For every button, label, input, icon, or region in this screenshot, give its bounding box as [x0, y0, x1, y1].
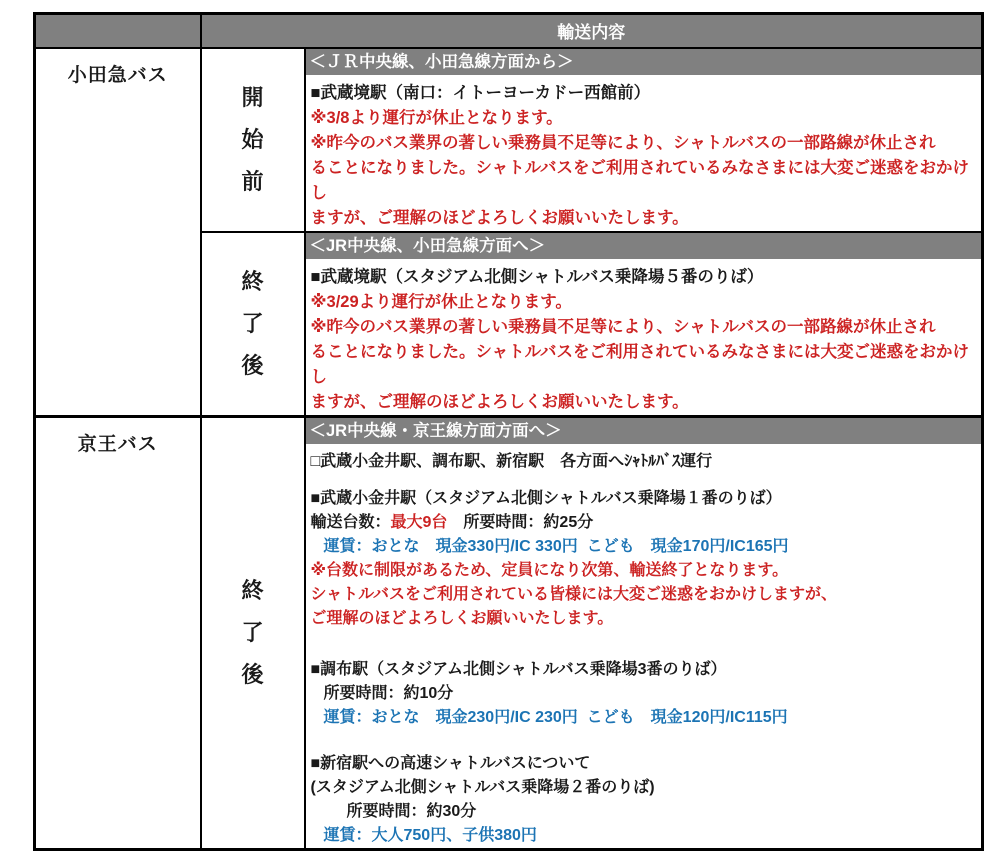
content-cell-keio-after — [305, 416, 983, 849]
spacer — [311, 474, 976, 487]
stop-title-musashikoganei: ■武蔵小金井駅（スタジアム北側シャトルバス乗降場１番のりば） — [310, 489, 782, 507]
section-heading: ＜JR中央線、小田急線方面へ＞ — [306, 233, 982, 259]
header-row — [35, 14, 983, 48]
table-title: 輸送内容 — [201, 14, 983, 48]
apology-line: ますが、ご理解のほどよろしくお願いいたします。 — [310, 392, 689, 411]
company-cell-odakyu — [35, 48, 201, 417]
fare-line-musashikoganei: 運賃：おとな 現金330円/IC 330円 こども 現金170円/IC165円 — [323, 537, 789, 555]
route-note: □武蔵小金井駅、調布駅、新宿駅 各方面へｼｬﾄﾙﾊﾞｽ運行 — [310, 452, 713, 470]
apology-line: ますが、ご理解のほどよろしくお願いいたします。 — [310, 208, 689, 227]
apology-line: ※昨今のバス業界の著しい乗務員不足等により、シャトルバスの一部路線が休止され — [310, 133, 936, 152]
capacity-duration-line — [311, 511, 976, 535]
section-heading: ＜JR中央線・京王線方面方面へ＞ — [306, 418, 982, 444]
stop-title-chofu: ■調布駅（スタジアム北側シャトルバス乗降場3番のりば） — [310, 660, 727, 678]
apology-line: ご理解のほどよろしくお願いいたします。 — [310, 609, 614, 627]
stop-title: ■武蔵境駅（スタジアム北側シャトルバス乗降場５番のりば） — [310, 267, 764, 286]
content-cell-odakyu-before — [305, 48, 983, 232]
suspension-date-note: ※3/29より運行が休止となります。 — [310, 292, 572, 311]
duration-line-chofu: 所要時間：約10分 — [323, 684, 454, 702]
timing-cell-after-end-odakyu — [201, 232, 305, 417]
timing-cell-after-end-keio — [201, 416, 305, 849]
capacity-value: 最大9台 — [390, 513, 448, 531]
apology-line: ることになりました。シャトルバスをご利用されているみなさまには大変ご迷惑をおかけし — [310, 158, 970, 202]
stop-title-shinjuku: ■新宿駅への高速シャトルバスについて — [310, 754, 591, 772]
transport-notice-table — [33, 12, 984, 851]
row-odakyu-before-start — [35, 48, 983, 232]
suspension-date-note: ※3/8より運行が休止となります。 — [310, 108, 563, 127]
fare-line-chofu: 運賃：おとな 現金230円/IC 230円 こども 現金120円/IC115円 — [323, 708, 788, 726]
spacer — [311, 631, 976, 658]
timing-label: 終了後 — [241, 268, 264, 378]
apology-line: ※昨今のバス業界の著しい乗務員不足等により、シャトルバスの一部路線が休止され — [310, 317, 936, 336]
spacer — [311, 730, 976, 752]
capacity-label: 輸送台数： — [310, 513, 391, 531]
duration-value: 所要時間：約25分 — [447, 513, 594, 531]
content-cell-odakyu-after — [305, 232, 983, 417]
duration-line-shinjuku: 所要時間：約30分 — [346, 802, 477, 820]
apology-line: ることになりました。シャトルバスをご利用されているみなさまには大変ご迷惑をおかけし — [310, 342, 970, 386]
timing-cell-before-start — [201, 48, 305, 232]
timing-label: 開始前 — [241, 84, 264, 194]
company-name-odakyu: 小田急バス — [67, 64, 168, 86]
company-name-keio: 京王バス — [77, 433, 158, 455]
company-cell-keio — [35, 416, 201, 849]
row-keio-after-end — [35, 416, 983, 849]
stop-subtitle-shinjuku: (スタジアム北側シャトルバス乗降場２番のりば) — [310, 778, 655, 796]
section-heading: ＜ＪＲ中央線、小田急線方面から＞ — [306, 49, 982, 75]
apology-line: シャトルバスをご利用されている皆様には大変ご迷惑をおかけしますが、 — [310, 585, 838, 603]
header-empty-cell — [35, 14, 201, 48]
fare-line-shinjuku: 運賃：大人750円、子供380円 — [323, 826, 537, 844]
timing-label: 終了後 — [241, 577, 264, 687]
capacity-warning: ※台数に制限があるため、定員になり次第、輸送終了となります。 — [310, 561, 789, 579]
stop-title: ■武蔵境駅（南口：イトーヨーカドー西館前） — [310, 83, 651, 102]
